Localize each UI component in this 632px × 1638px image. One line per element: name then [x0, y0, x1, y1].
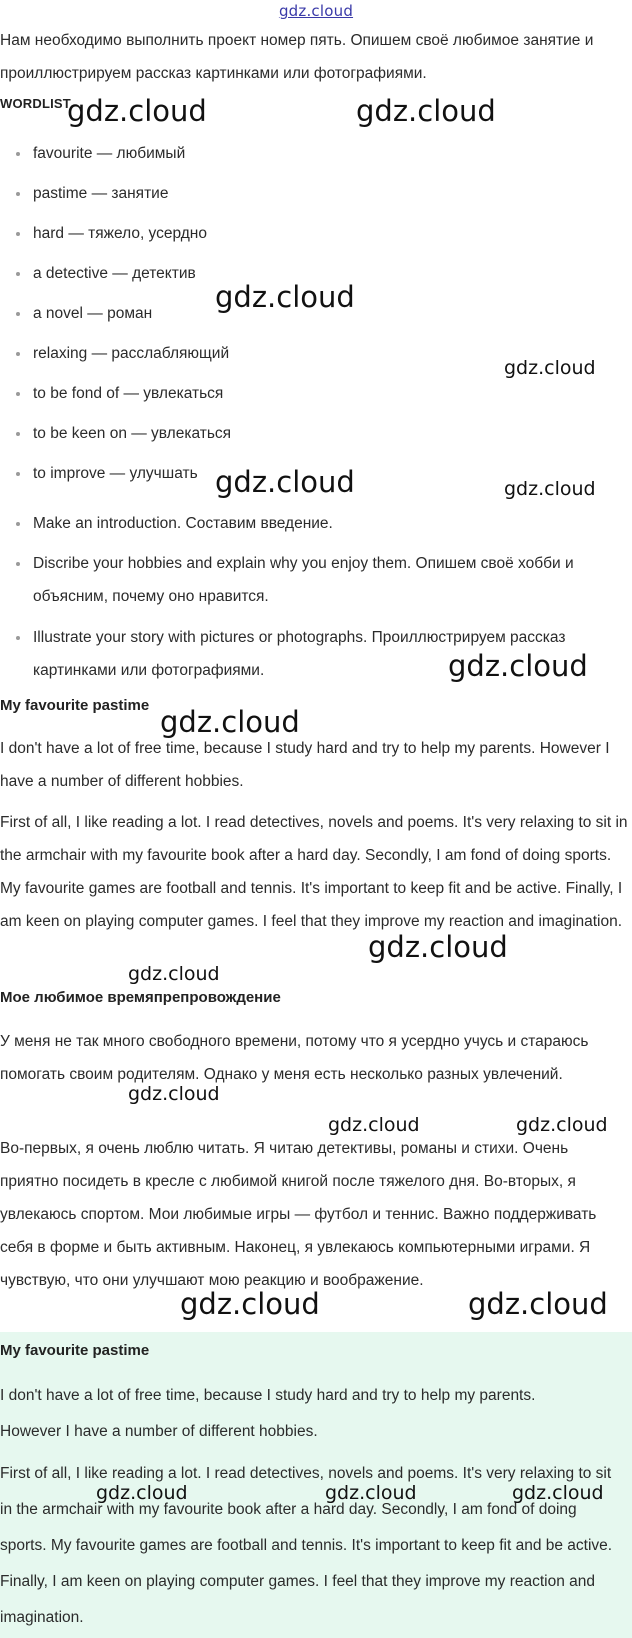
watermark: gdz.cloud	[215, 280, 355, 314]
bullet-icon	[16, 312, 20, 316]
box-paragraph-2: First of all, I like reading a lot. I read detectives, novels and poems. It's very relaxing to sit in the armchair with my favourite book after a hard day. Secondly, I am fond of doing sports. My favourite games are football and tennis. It's important to keep fit and be active. Finally, I am keen on playing computer games. I feel that they improve my reaction and imagination.	[0, 1465, 613, 1626]
russian-title: Мое любимое времяпрепровождение	[0, 989, 281, 1006]
list-item: favourite — любимый	[0, 137, 632, 177]
list-item: a detective — детектив	[0, 257, 632, 297]
list-item: Illustrate your story with pictures or photographs. Проиллюстрируем рассказ картинками или фотографиями.	[0, 621, 632, 687]
list-item: to improve — улучшать	[0, 457, 632, 490]
list-item: Make an introduction. Составим введение.	[0, 507, 632, 547]
watermark: gdz.cloud	[215, 465, 355, 499]
watermark: gdz.cloud	[160, 705, 300, 739]
bullet-icon	[16, 392, 20, 396]
bullet-icon	[16, 152, 20, 156]
watermark: gdz.cloud	[128, 1083, 220, 1105]
bullet-icon	[16, 636, 20, 640]
box-paragraph-1: I don't have a lot of free time, because I study hard and try to help my parents. However I have a number of different hobbies.	[0, 1387, 536, 1440]
watermark: gdz.cloud	[468, 1287, 608, 1321]
watermark: gdz.cloud	[128, 963, 220, 985]
watermark: gdz.cloud	[96, 1482, 188, 1504]
bullet-icon	[16, 232, 20, 236]
list-item: Discribe your hobbies and explain why you enjoy them. Опишем своё хобби и объясним, почему оно нравится.	[0, 547, 632, 621]
english-paragraph-1: I don't have a lot of free time, because I study hard and try to help my parents. However I have a number of different hobbies.	[0, 740, 610, 790]
watermark: gdz.cloud	[504, 478, 596, 500]
list-item: relaxing — расслабляющий	[0, 337, 632, 377]
watermark: gdz.cloud	[356, 94, 496, 128]
watermark: gdz.cloud	[328, 1114, 420, 1136]
watermark: gdz.cloud	[368, 930, 508, 964]
list-item: hard — тяжело, усердно	[0, 217, 632, 257]
watermark: gdz.cloud	[180, 1287, 320, 1321]
watermark: gdz.cloud	[504, 357, 596, 379]
watermark: gdz.cloud	[448, 649, 588, 683]
list-item: pastime — занятие	[0, 177, 632, 217]
watermark: gdz.cloud	[516, 1114, 608, 1136]
wordlist-heading: WORDLIST	[0, 96, 71, 111]
bullet-icon	[16, 522, 20, 526]
bullet-icon	[16, 472, 20, 476]
bullet-icon	[16, 562, 20, 566]
intro-paragraph: Нам необходимо выполнить проект номер пять. Опишем своё любимое занятие и проиллюстрируем рассказ картинками или фотографиями.	[0, 32, 594, 82]
box-title: My favourite pastime	[0, 1342, 150, 1359]
bullet-icon	[16, 272, 20, 276]
watermark: gdz.cloud	[512, 1482, 604, 1504]
english-title: My favourite pastime	[0, 697, 150, 714]
bullet-icon	[16, 192, 20, 196]
bullet-icon	[16, 432, 20, 436]
bullet-icon	[16, 352, 20, 356]
site-link[interactable]: gdz.cloud	[278, 2, 354, 20]
watermark: gdz.cloud	[67, 94, 207, 128]
english-paragraph-2: First of all, I like reading a lot. I read detectives, novels and poems. It's very relaxing to sit in the armchair with my favourite book after a hard day. Secondly, I am fond of doing sports. My favourite games are football and tennis. It's important to keep fit and be active. Finally, I am keen on playing computer games. I feel that they improve my reaction and imagination.	[0, 814, 628, 930]
russian-paragraph-2: Во-первых, я очень люблю читать. Я читаю детективы, романы и стихи. Очень приятно посидеть в кресле с любимой книгой после тяжелого дня. Во-вторых, я увлекаюсь спортом. Мои любимые игры — футбол и теннис. Важно поддерживать себя в форме и быть активным. Наконец, я увлекаюсь компьютерными играми. Я чувствую, что они улучшают мою реакцию и воображение.	[0, 1140, 597, 1289]
list-item: to be keen on — увлекаться	[0, 417, 632, 457]
list-item: a novel — роман	[0, 297, 632, 337]
list-item: to be fond of — увлекаться	[0, 377, 632, 417]
watermark: gdz.cloud	[325, 1482, 417, 1504]
russian-paragraph-1: У меня не так много свободного времени, потому что я усердно учусь и стараюсь помогать своим родителям. Однако у меня есть несколько разных увлечений.	[0, 1033, 589, 1083]
